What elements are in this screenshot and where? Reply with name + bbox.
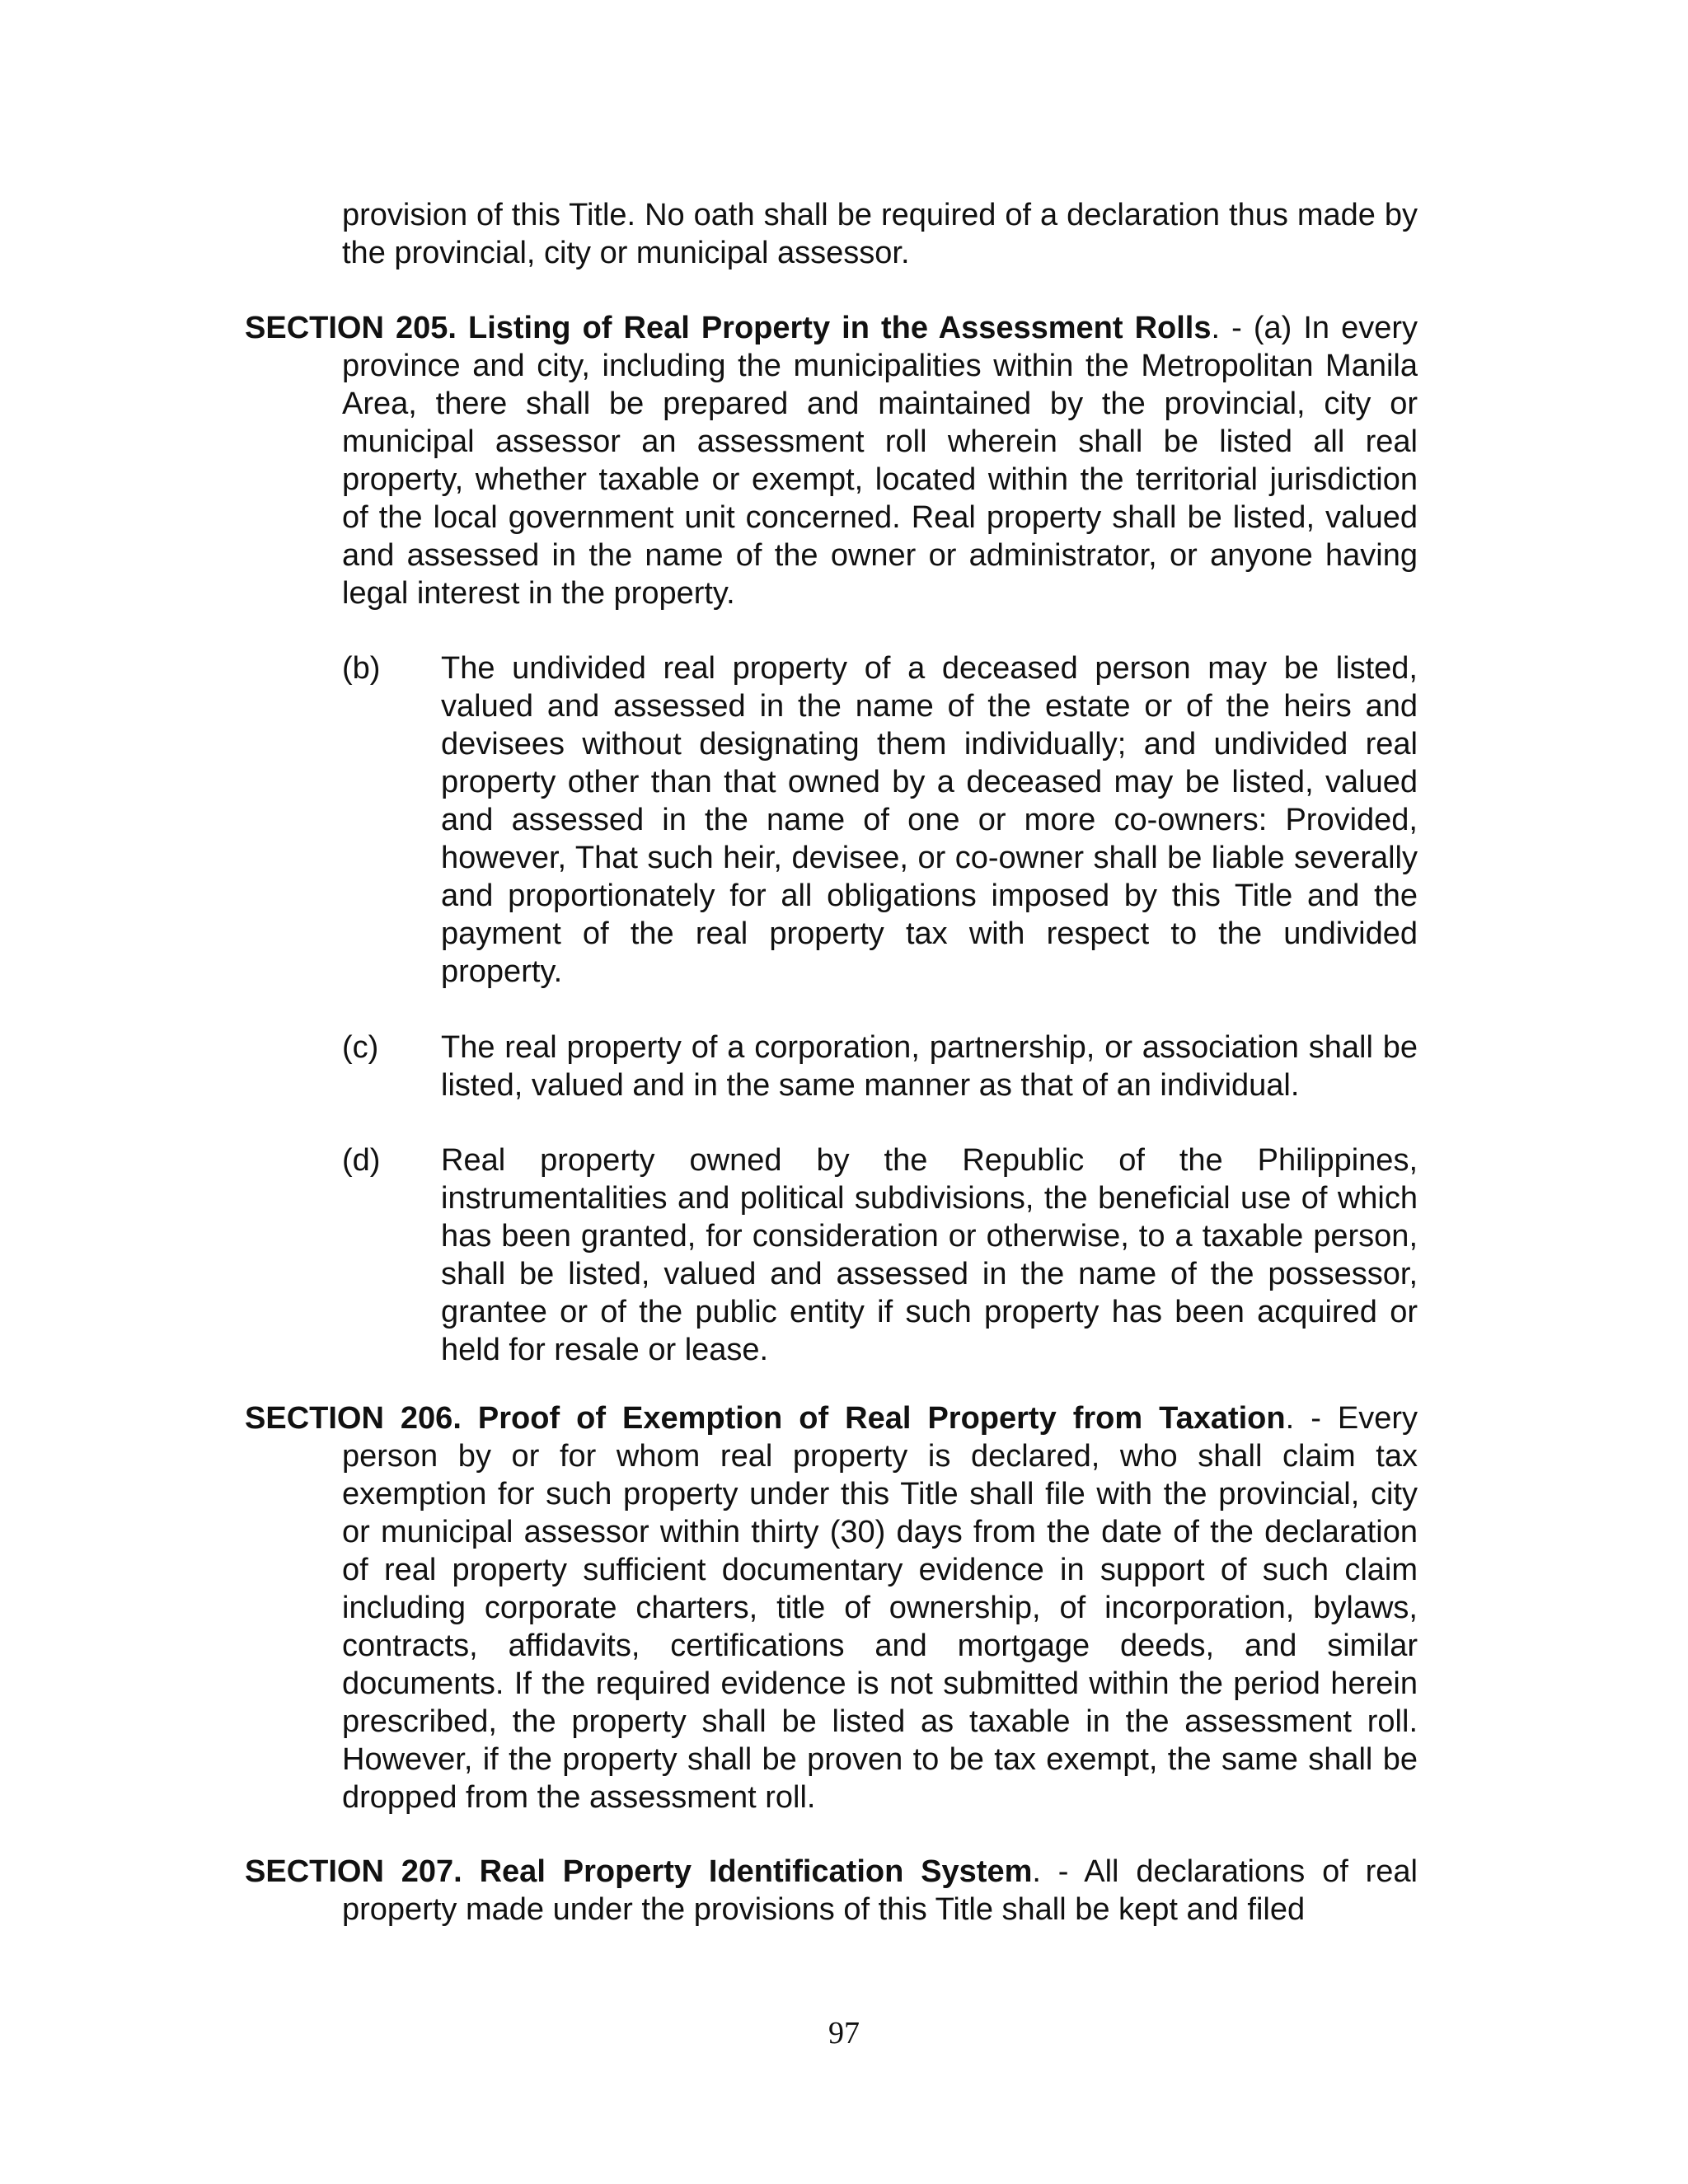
page-number: 97 — [828, 2016, 860, 2050]
section-207 — [245, 1853, 1418, 1929]
continuation-paragraph: provision of this Title. No oath shall be required of a declaration thus made by the provincial, city or municipal assessor. — [342, 198, 1418, 270]
item-label: (c) — [342, 1030, 379, 1065]
item-text: The real property of a corporation, partnership, or association shall be listed, valued and in the same manner as that of an individual. — [441, 1030, 1418, 1103]
section-205-title: Listing of Real Property in the Assessment Rolls — [467, 311, 1212, 345]
section-206 — [245, 1399, 1418, 1816]
section-206-title: Proof of Exemption of Real Property from Taxation — [477, 1401, 1286, 1436]
item-text: The undivided real property of a deceased person may be listed, valued and assessed in the name of the estate or of the heirs and devisees without designating them individually; and undivided real property other than that owned by a deceased may be listed, valued and assessed in the name of one or more co-owners: Provided, however, That such heir, devisee, or co-owner shall be liable severally and proportionately for all obligations imposed by this Title and the payment of the real property tax with respect to the undivided property. — [441, 651, 1418, 989]
section-205 — [245, 309, 1418, 612]
section-205-number: SECTION 205. — [245, 311, 457, 345]
section-206-number: SECTION 206. — [245, 1401, 462, 1436]
item-label: (d) — [342, 1143, 381, 1178]
section-207-heading — [245, 1854, 1032, 1889]
item-text: Real property owned by the Republic of the Philippines, instrumentalities and political subdivisions, the beneficial use of which has been granted, for consideration or otherwise, to a taxable person, shall be listed, valued and assessed in the name of the possessor, grantee or of the public entity if such property has been acquired or held for resale or lease. — [441, 1143, 1418, 1367]
section-205-heading — [245, 311, 1212, 345]
section-207-number: SECTION 207. — [245, 1854, 462, 1889]
section-206-heading — [245, 1401, 1286, 1436]
section-206-body: . - Every person by or for whom real property is declared, who shall claim tax exemption for such property under this Title shall file with the provincial, city or municipal assessor within thirty (30) days from the date of the declaration of real property sufficient documentary evidence in support of such claim including corporate charters, title of ownership, of incorporation, bylaws, contracts, affidavits, certifications and mortgage deeds, and similar documents. If the required evidence is not submitted within the period herein prescribed, the property shall be listed as taxable in the assessment roll. However, if the property shall be proven to be tax exempt, the same shall be dropped from the assessment roll. — [342, 1401, 1418, 1815]
section-205-body: . - (a) In every province and city, including the municipalities within the Metropolitan Manila Area, there shall be prepared and maintained by the provincial, city or municipal assessor an assessment roll wherein shall be listed all real property, whether taxable or exempt, located within the territorial jurisdiction of the local government unit concerned. Real property shall be listed, valued and assessed in the name of the owner or administrator, or anyone having legal interest in the property. — [342, 311, 1418, 611]
item-label: (b) — [342, 651, 381, 686]
section-207-body: . - All declarations of real property made under the provisions of this Title shall be kept and filed — [342, 1854, 1418, 1927]
section-207-title: Real Property Identification System — [479, 1854, 1033, 1889]
